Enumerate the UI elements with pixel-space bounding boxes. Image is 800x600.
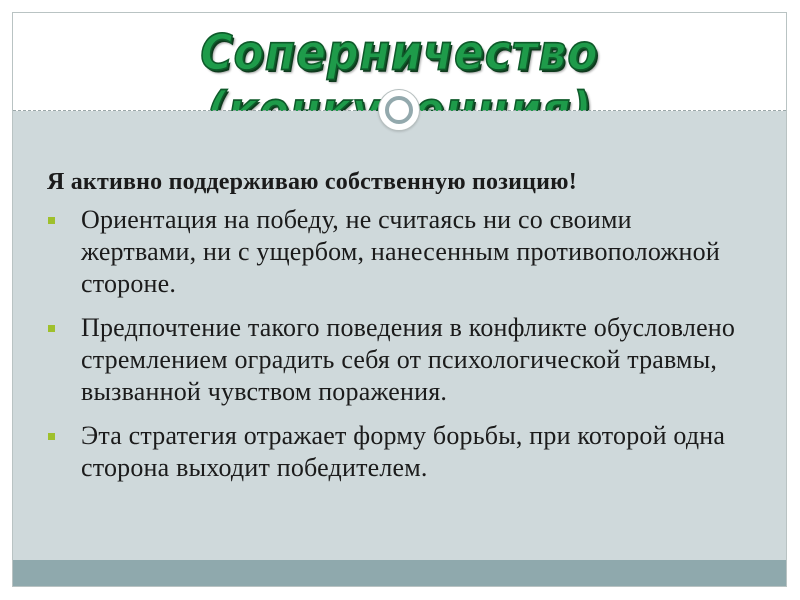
bottom-band	[13, 560, 786, 586]
bullet-list	[47, 204, 747, 484]
bullet-item	[47, 420, 747, 484]
slide-body	[47, 166, 747, 496]
slide-title: Соперничество	[200, 24, 599, 82]
ring-icon	[378, 89, 420, 131]
square-bullet-icon	[48, 217, 55, 224]
square-bullet-icon	[48, 325, 55, 332]
bullet-item	[47, 204, 747, 300]
square-bullet-icon	[48, 433, 55, 440]
lead-statement: Я активно поддерживаю собственную позицию!	[47, 169, 577, 195]
bullet-text: Ориентация на победу, не считаясь ни со своими жертвами, ни с ущербом, нанесенным противоположной стороне.	[81, 205, 720, 298]
ring-inner-icon	[385, 96, 413, 124]
bullet-item	[47, 312, 747, 408]
bullet-text: Предпочтение такого поведения в конфликте обусловлено стремлением оградить себя от психологической травмы, вызванной чувством поражения.	[81, 313, 736, 406]
bullet-text: Эта стратегия отражает форму борьбы, при которой одна сторона выходит победителем.	[81, 421, 726, 482]
